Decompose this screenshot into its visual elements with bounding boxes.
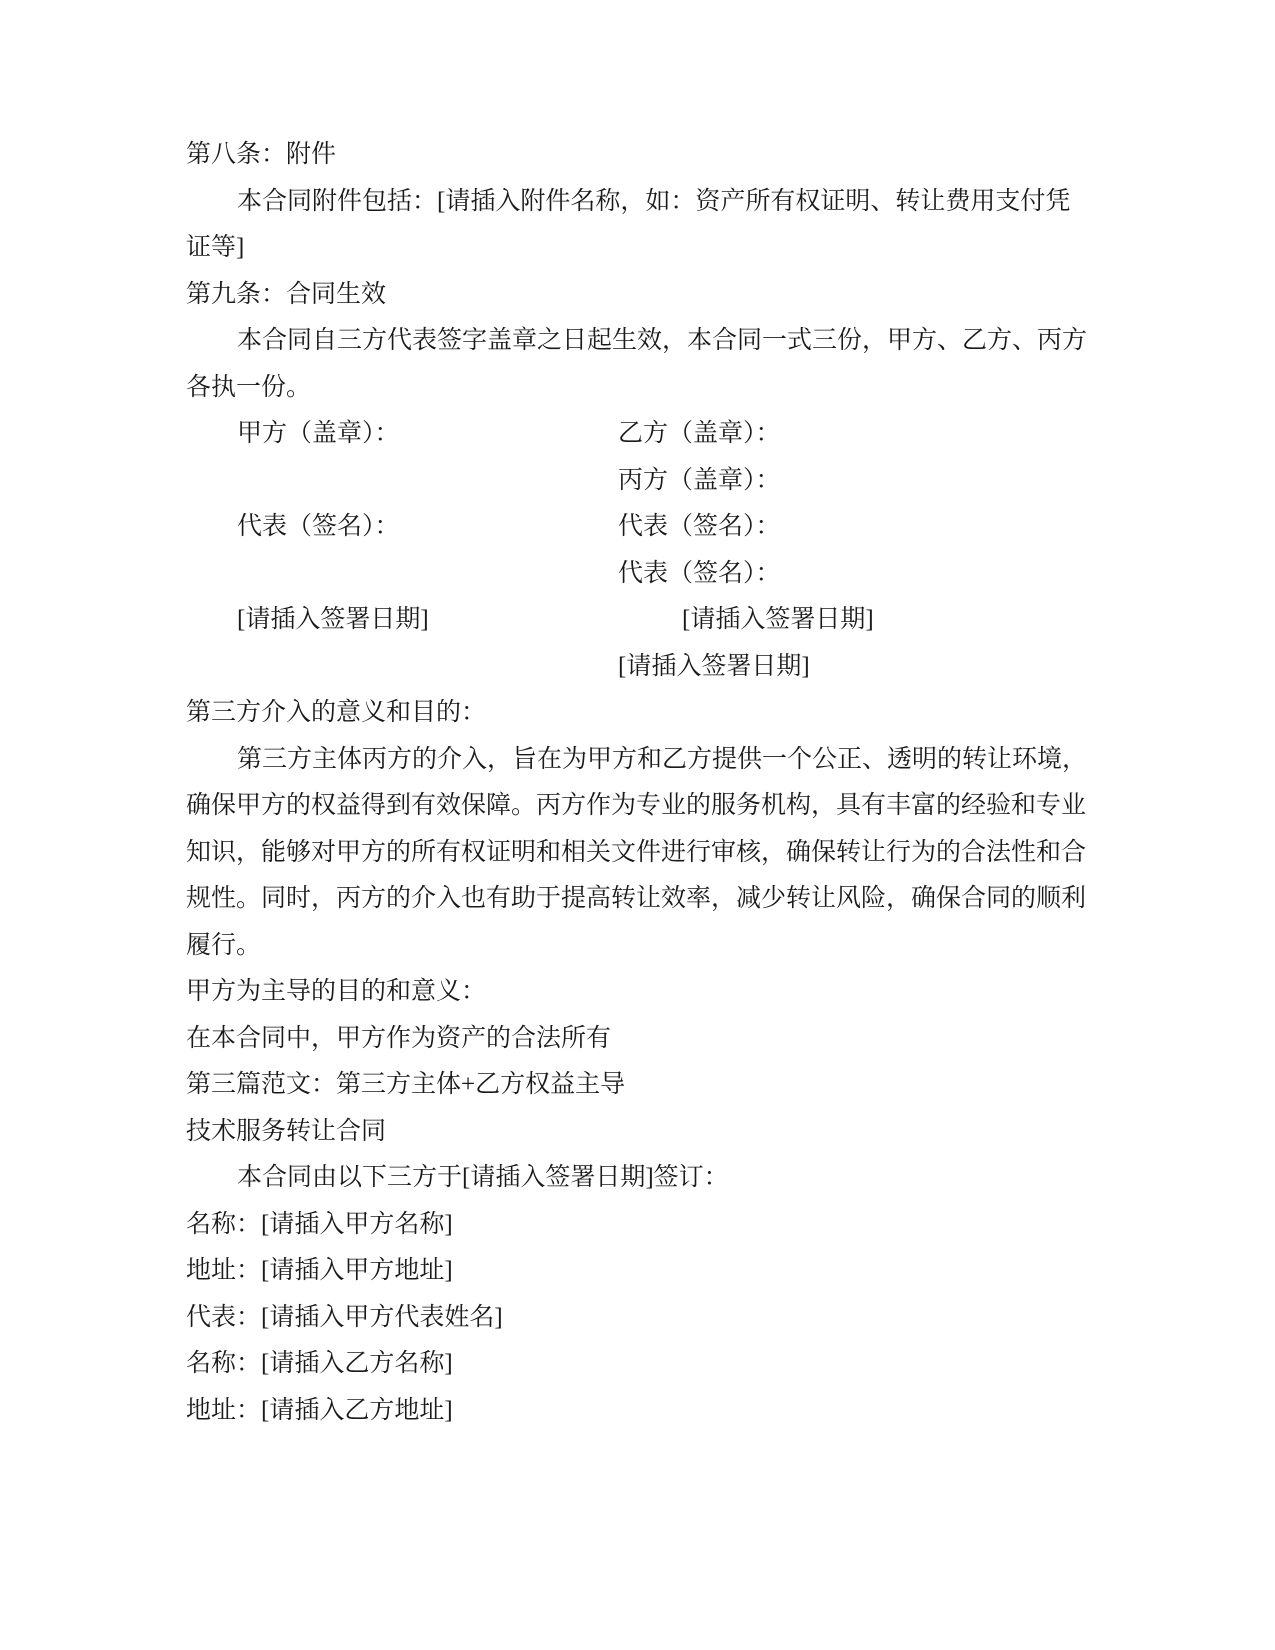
party-a-purpose-heading: 甲方为主导的目的和意义： <box>186 978 487 1005</box>
signature-row-date-ab <box>186 597 1090 644</box>
signature-row-sign-c <box>186 551 1090 598</box>
article-8-body-line-2: 证等] <box>186 234 245 261</box>
party-c-seal-label: 丙方（盖章）： <box>618 466 781 494</box>
party-a-purpose-line-1: 在本合同中，甲方作为资产的合法所有 <box>186 1024 612 1052</box>
party-b-date-placeholder: [请插入签署日期] <box>682 606 874 633</box>
party-a-rep-line: 代表：[请插入甲方代表姓名] <box>186 1303 503 1331</box>
article-8-heading: 第八条：附件 <box>186 141 337 168</box>
third-party-purpose-line-3: 知识，能够对甲方的所有权证明和相关文件进行审核，确保转让行为的合法性和合 <box>186 838 1087 866</box>
third-party-purpose-line-2: 确保甲方的权益得到有效保障。丙方作为专业的服务机构，具有丰富的经验和专业 <box>186 792 1087 819</box>
party-c-date-placeholder: [请插入签署日期] <box>618 652 810 680</box>
third-party-purpose-line-1: 第三方主体丙方的介入，旨在为甲方和乙方提供一个公正、透明的转让环境， <box>237 745 1088 773</box>
article-9-body-line-2: 各执一份。 <box>186 373 312 401</box>
signature-row-seal-ab <box>186 411 1090 458</box>
third-party-purpose-heading: 第三方介入的意义和目的： <box>186 699 487 726</box>
third-party-purpose-line-4: 规性。同时，丙方的介入也有助于提高转让效率，减少转让风险，确保合同的顺利 <box>186 885 1087 912</box>
signature-row-date-c <box>186 644 1090 691</box>
party-a-sign-label: 代表（签名）： <box>237 513 400 540</box>
party-c-sign-label: 代表（签名）： <box>618 559 781 587</box>
party-a-name-line: 名称：[请插入甲方名称] <box>186 1210 453 1238</box>
template-3-heading: 第三篇范文：第三方主体+乙方权益主导 <box>186 1071 626 1098</box>
contract-intro-line: 本合同由以下三方于[请插入签署日期]签订： <box>237 1164 729 1191</box>
signature-row-sign-ab <box>186 504 1090 551</box>
signature-row-seal-c <box>186 458 1090 505</box>
party-b-address-line: 地址：[请插入乙方地址] <box>186 1396 453 1424</box>
party-b-name-line: 名称：[请插入乙方名称] <box>186 1350 453 1377</box>
party-b-sign-label: 代表（签名）： <box>618 513 781 540</box>
contract-title: 技术服务转让合同 <box>186 1117 387 1145</box>
article-9-body-line-1: 本合同自三方代表签字盖章之日起生效，本合同一式三份，甲方、乙方、丙方 <box>237 327 1088 354</box>
third-party-purpose-line-5: 履行。 <box>186 931 262 959</box>
article-8-body-line-1: 本合同附件包括：[请插入附件名称，如：资产所有权证明、转让费用支付凭 <box>237 187 1071 215</box>
party-a-address-line: 地址：[请插入甲方地址] <box>186 1257 453 1284</box>
party-b-seal-label: 乙方（盖章）： <box>618 420 781 447</box>
article-9-heading: 第九条：合同生效 <box>186 280 387 308</box>
party-a-seal-label: 甲方（盖章）： <box>237 420 400 447</box>
party-a-date-placeholder: [请插入签署日期] <box>237 606 429 633</box>
